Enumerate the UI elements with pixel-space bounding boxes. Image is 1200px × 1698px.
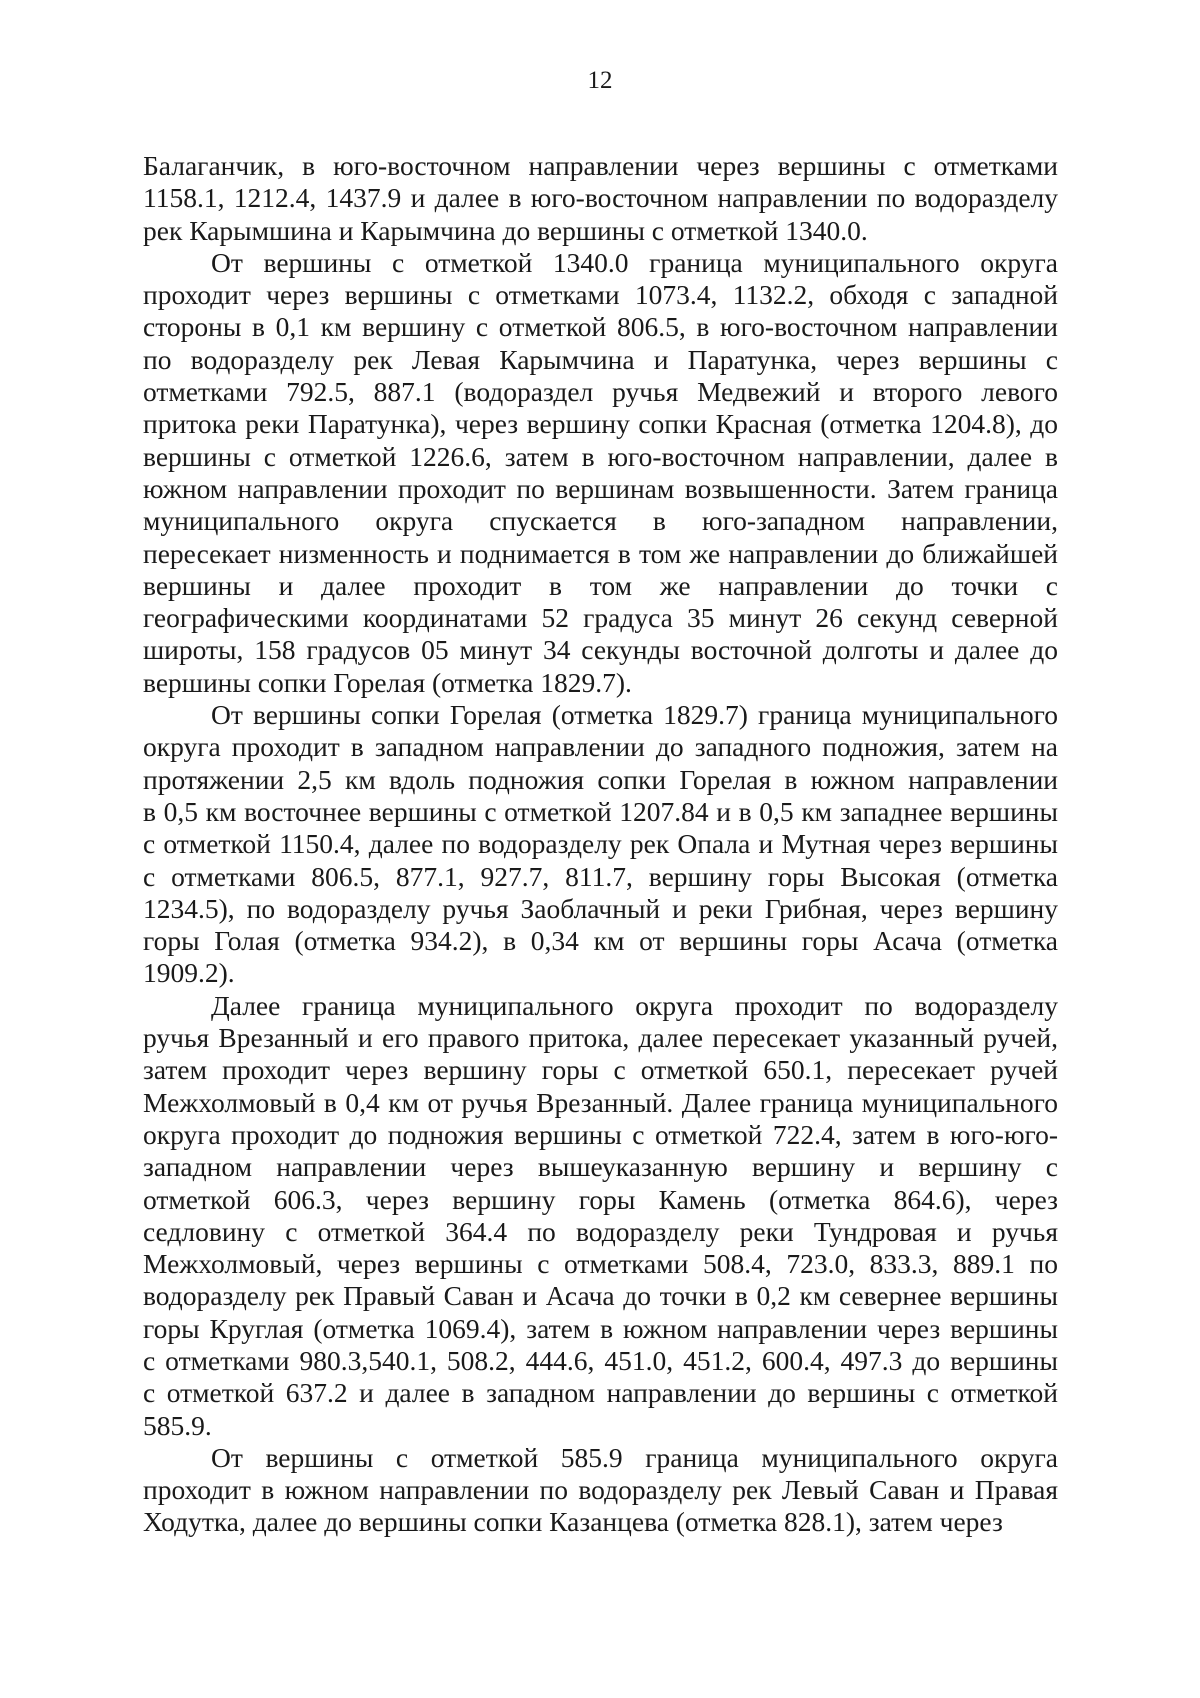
page-number: 12	[587, 67, 613, 94]
text-line: вершины с отметкой 1226.6, затем в юго-восточном направлении, далее в	[143, 440, 1058, 472]
text-line: От вершины сопки Горелая (отметка 1829.7) граница муниципального	[211, 699, 1058, 731]
text-line: Межхолмовый в 0,4 км от ручья Врезанный. Далее граница муниципального	[143, 1086, 1058, 1118]
text-line: протяжении 2,5 км вдоль подножия сопки Горелая в южном направлении	[143, 763, 1058, 795]
text-line: горы Круглая (отметка 1069.4), затем в южном направлении через вершины	[143, 1312, 1058, 1344]
paragraph	[143, 150, 1058, 247]
text-line: с отметками 806.5, 877.1, 927.7, 811.7, вершину горы Высокая (отметка	[143, 860, 1058, 892]
text-line: вершины сопки Горелая (отметка 1829.7).	[143, 666, 632, 698]
text-line: пересекает низменность и поднимается в том же направлении до ближайшей	[143, 537, 1058, 569]
text-line: 585.9.	[143, 1409, 212, 1441]
text-line: широты, 158 градусов 05 минут 34 секунды восточной долготы и далее до	[143, 634, 1058, 666]
text-line: От вершины с отметкой 1340.0 граница муниципального округа	[211, 246, 1058, 278]
text-line: западном направлении через вышеуказанную вершину и вершину с	[143, 1151, 1058, 1183]
text-line: южном направлении проходит по вершинам возвышенности. Затем граница	[143, 472, 1058, 504]
text-line: с отметкой 1150.4, далее по водоразделу рек Опала и Мутная через вершины	[143, 828, 1058, 860]
text-line: рек Карымшина и Карымчина до вершины с отметкой 1340.0.	[143, 214, 868, 246]
text-line: округа проходит в западном направлении до западного подножия, затем на	[143, 731, 1058, 763]
text-line: стороны в 0,1 км вершину с отметкой 806.5, в юго-восточном направлении	[143, 311, 1058, 343]
document-body	[143, 150, 1058, 1539]
text-line: отметкой 606.3, через вершину горы Камень (отметка 864.6), через	[143, 1183, 1058, 1215]
paragraph	[143, 247, 1058, 699]
text-line: с отметками 980.3,540.1, 508.2, 444.6, 451.0, 451.2, 600.4, 497.3 до вершины	[143, 1344, 1058, 1376]
paragraph	[143, 699, 1058, 990]
text-line: проходит через вершины с отметками 1073.4, 1132.2, обходя с западной	[143, 279, 1058, 311]
text-line: Межхолмовый, через вершины с отметками 508.4, 723.0, 833.3, 889.1 по	[143, 1248, 1058, 1280]
text-line: географическими координатами 52 градуса 35 минут 26 секунд северной	[143, 602, 1058, 634]
paragraph	[143, 1442, 1058, 1539]
text-line: водоразделу рек Правый Саван и Асача до точки в 0,2 км севернее вершины	[143, 1280, 1058, 1312]
text-line: седловину с отметкой 364.4 по водоразделу реки Тундровая и ручья	[143, 1215, 1058, 1247]
text-line: в 0,5 км восточнее вершины с отметкой 1207.84 и в 0,5 км западнее вершины	[143, 795, 1058, 827]
text-line: От вершины с отметкой 585.9 граница муниципального округа	[211, 1441, 1058, 1473]
text-line: притока реки Паратунка), через вершину сопки Красная (отметка 1204.8), до	[143, 408, 1058, 440]
text-line: горы Голая (отметка 934.2), в 0,34 км от вершины горы Асача (отметка	[143, 925, 1058, 957]
text-line: вершины и далее проходит в том же направлении до точки с	[143, 569, 1058, 601]
text-line: округа проходит до подножия вершины с отметкой 722.4, затем в юго-юго-	[143, 1118, 1058, 1150]
text-line: 1158.1, 1212.4, 1437.9 и далее в юго-восточном направлении по водоразделу	[143, 182, 1058, 214]
text-line: проходит в южном направлении по водоразделу рек Левый Саван и Правая	[143, 1474, 1058, 1506]
text-line: затем проходит через вершину горы с отметкой 650.1, пересекает ручей	[143, 1054, 1058, 1086]
paragraph	[143, 990, 1058, 1442]
text-line: по водоразделу рек Левая Карымчина и Паратунка, через вершины с	[143, 343, 1058, 375]
text-line: муниципального округа спускается в юго-западном направлении,	[143, 505, 1058, 537]
text-line: Ходутка, далее до вершины сопки Казанцева (отметка 828.1), затем через	[143, 1506, 1003, 1538]
text-line: ручья Врезанный и его правого притока, далее пересекает указанный ручей,	[143, 1022, 1058, 1054]
text-line: Далее граница муниципального округа проходит по водоразделу	[211, 989, 1058, 1021]
text-line: Балаганчик, в юго-восточном направлении через вершины с отметками	[143, 150, 1058, 181]
text-line: 1234.5), по водоразделу ручья Заоблачный и реки Грибная, через вершину	[143, 892, 1058, 924]
text-line: 1909.2).	[143, 957, 235, 989]
text-line: отметками 792.5, 887.1 (водораздел ручья Медвежий и второго левого	[143, 376, 1058, 408]
text-line: с отметкой 637.2 и далее в западном направлении до вершины с отметкой	[143, 1377, 1058, 1409]
